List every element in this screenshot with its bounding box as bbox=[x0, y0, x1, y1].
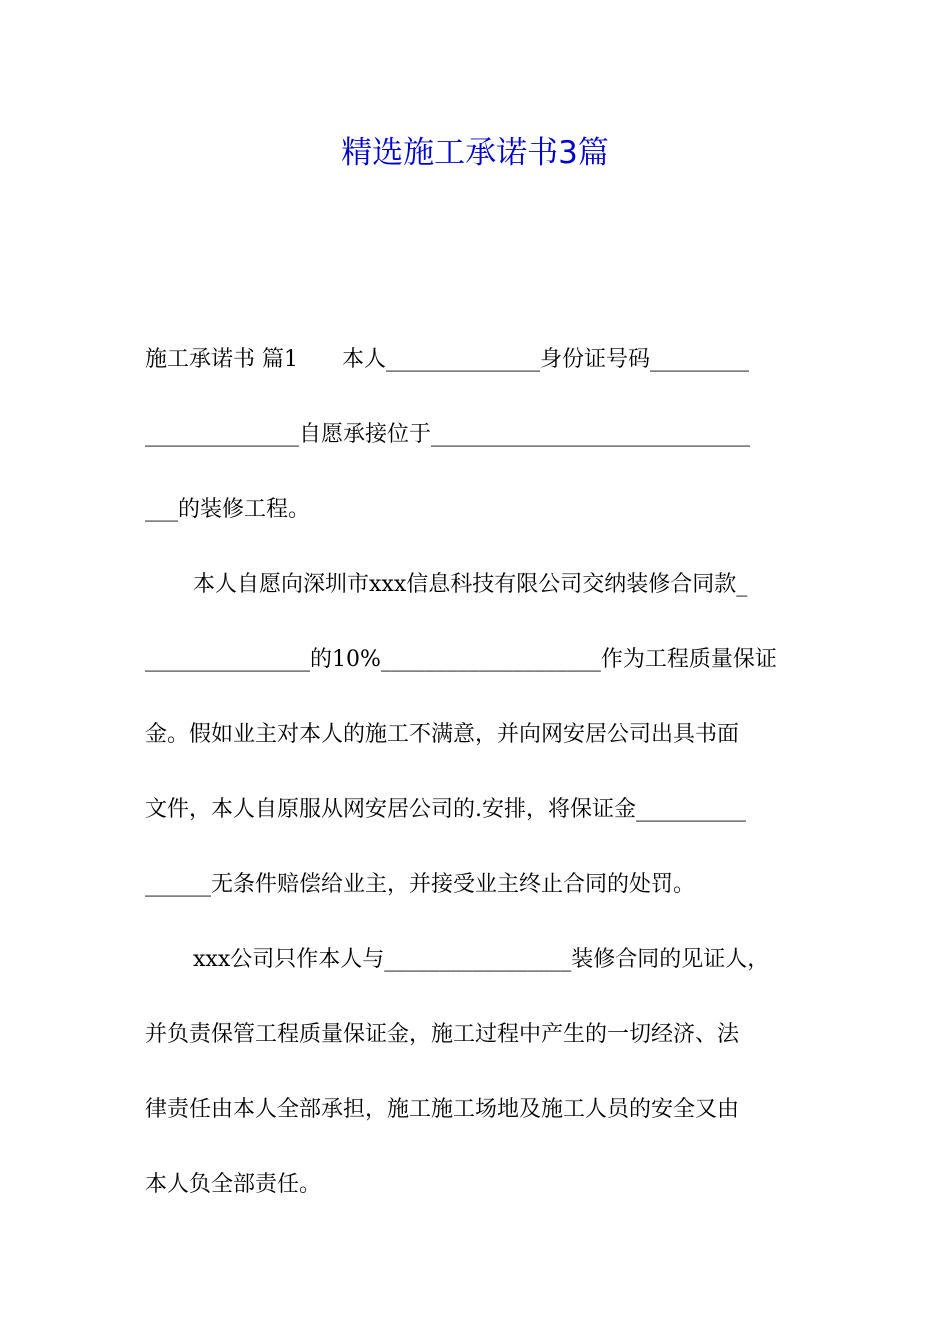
text-line: 施工承诺书 篇1 本人______________身份证号码_________ bbox=[145, 347, 749, 372]
text-line: 金。假如业主对本人的施工不满意，并向网安居公司出具书面 bbox=[145, 722, 740, 747]
text-line: ___的装修工程。 bbox=[145, 497, 311, 522]
text-line: 本人负全部责任。 bbox=[145, 1172, 322, 1197]
text-line: 律责任由本人全部承担，施工施工场地及施工人员的安全又由 bbox=[145, 1097, 740, 1122]
text-line: xxx公司只作本人与_________________装修合同的见证人， bbox=[193, 947, 770, 972]
text-line: ______________自愿承接位于_____________________________ bbox=[145, 422, 751, 447]
text-line: _______________的10%____________________作为工程质量保证 bbox=[145, 647, 777, 672]
document-title: 精选施工承诺书3篇 bbox=[341, 135, 609, 171]
text-line: ______无条件赔偿给业主，并接受业主终止合同的处罚。 bbox=[145, 872, 696, 897]
text-line: 本人自愿向深圳市xxx信息科技有限公司交纳装修合同款_ bbox=[193, 572, 748, 597]
text-line: 文件，本人自原服从网安居公司的.安排，将保证金__________ bbox=[145, 797, 746, 822]
text-line: 并负责保管工程质量保证金，施工过程中产生的一切经济、法 bbox=[145, 1022, 740, 1047]
